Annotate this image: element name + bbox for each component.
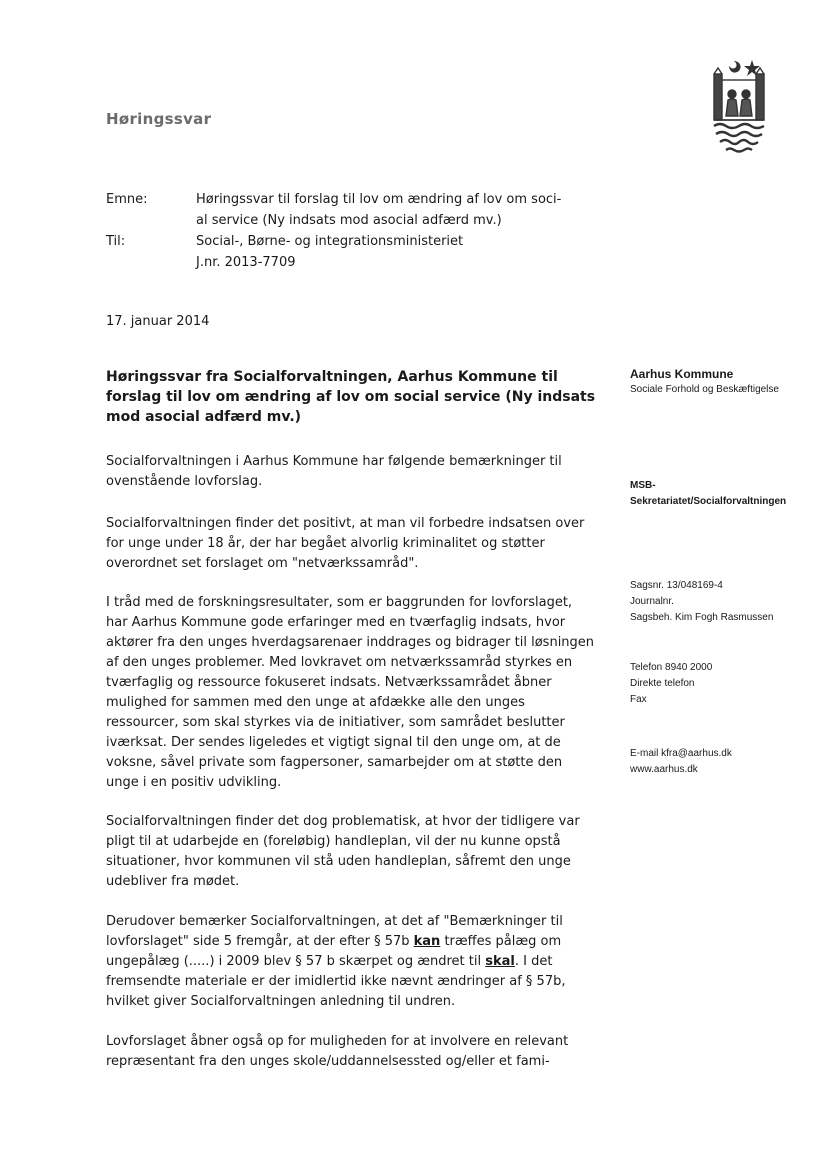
sidebar-organization [630, 366, 779, 398]
organization-name: Aarhus Kommune [630, 367, 734, 381]
paragraph-6 [106, 1032, 596, 1072]
paragraph-1-text: Socialforvaltningen i Aarhus Kommune har følgende bemærkninger til ovenstående lovforslag. [106, 454, 562, 489]
phone-number: Telefon 8940 2000 [630, 662, 713, 673]
paragraph-5-part-b: træffes pålæg om ungepålæg (.....) i 2009 blev § 57 b skærpet og ændret til [106, 934, 562, 969]
document-heading: Høringssvar fra Socialforvaltningen, Aarhus Kommune til forslag til lov om ændring af lov om social service (Ny indsats mod asocial adfærd mv.) [106, 369, 596, 425]
subject-line-1: Høringssvar til forslag til lov om ændring af lov om soci- [196, 192, 562, 207]
case-handler: Sagsbeh. Kim Fogh Rasmussen [630, 612, 774, 623]
organization-department: Sociale Forhold og Beskæftigelse [630, 384, 779, 395]
sidebar-contact-info [630, 746, 732, 778]
sidebar-unit [630, 478, 786, 510]
emphasis-kan: kan [413, 934, 441, 949]
paragraph-2 [106, 514, 596, 574]
paragraph-2-text: Socialforvaltningen finder det positivt, at man vil forbedre indsatsen over for unge under 18 år, der har begået alvorlig kriminalitet og støtter overordnet set forslaget om "netværkssamråd". [106, 516, 585, 571]
emphasis-skal: skal [485, 954, 515, 969]
paragraph-5 [106, 912, 596, 1012]
unit-line-2: Sekretariatet/Socialforvaltningen [630, 496, 787, 507]
paragraph-1 [106, 452, 596, 492]
website-address: www.aarhus.dk [630, 764, 698, 775]
paragraph-4-text: Socialforvaltningen finder det dog problematisk, at hvor der tidligere var pligt til at udarbejde en (foreløbig) handleplan, vil der nu kunne opstå situationer, hvor kommunen vil stå uden handleplan, såfremt den unge udebliver fra mødet. [106, 814, 580, 889]
aarhus-crest-logo [708, 58, 770, 156]
subject-line-2: al service (Ny indsats mod asocial adfærd mv.) [196, 213, 502, 228]
paragraph-3-text: I tråd med de forskningsresultater, som er baggrunden for lovforslaget, har Aarhus Kommune gode erfaringer med en tværfaglig indsats, hvor aktører fra den unges hverdagsarenaer inddrages og bidrager til løsningen af den unges problemer. Med lovkravet om netværkssamråd styrkes en tværfaglig og ressource fokuseret indsats. Netværkssamrådet åbner mulighed for sammen med den unge at afdække alle den unges ressourcer, som skal styrkes via de initiativer, som samrådet beslutter iværksat. Der sendes ligeledes et vigtigt signal til den unge om, at de voksne, såvel private som fagpersoner, samarbejder om at støtte den unge i en positiv udvikling. [106, 595, 595, 790]
journal-number: J.nr. 2013-7709 [196, 255, 296, 270]
to-line-1: Social-, Børne- og integrationsministeriet [196, 234, 464, 249]
case-number: Sagsnr. 13/048169-4 [630, 580, 723, 591]
paragraph-5-text [106, 912, 596, 1012]
email-address: E-mail kfra@aarhus.dk [630, 748, 732, 759]
paragraph-3 [106, 593, 596, 793]
journal-label: Journalnr. [630, 596, 674, 607]
sidebar-phone-info [630, 660, 712, 708]
document-title: Høringssvar [106, 110, 212, 128]
fax-label: Fax [630, 694, 647, 705]
document-date: 17. januar 2014 [106, 314, 210, 329]
paragraph-4 [106, 812, 596, 892]
paragraph-6-text: Lovforslaget åbner også op for muligheden for at involvere en relevant repræsentant fra den unges skole/uddannelsessted og/eller et fami- [106, 1034, 569, 1069]
unit-line-1: MSB- [630, 480, 656, 491]
sidebar-case-info [630, 578, 773, 626]
paragraph-5-part-c: . I det fremsendte materiale er der imidlertid ikke nævnt ændringer af § 57b, hvilket giver Socialforvaltningen anledning til undren. [106, 954, 566, 1009]
direct-phone-label: Direkte telefon [630, 678, 695, 689]
to-label: Til: [106, 234, 126, 249]
subject-label: Emne: [106, 192, 148, 207]
paragraph-5-part-a: Derudover bemærker Socialforvaltningen, at det af "Bemærkninger til lovforslaget" side 5 fremgår, at der efter § 57b [106, 914, 563, 949]
